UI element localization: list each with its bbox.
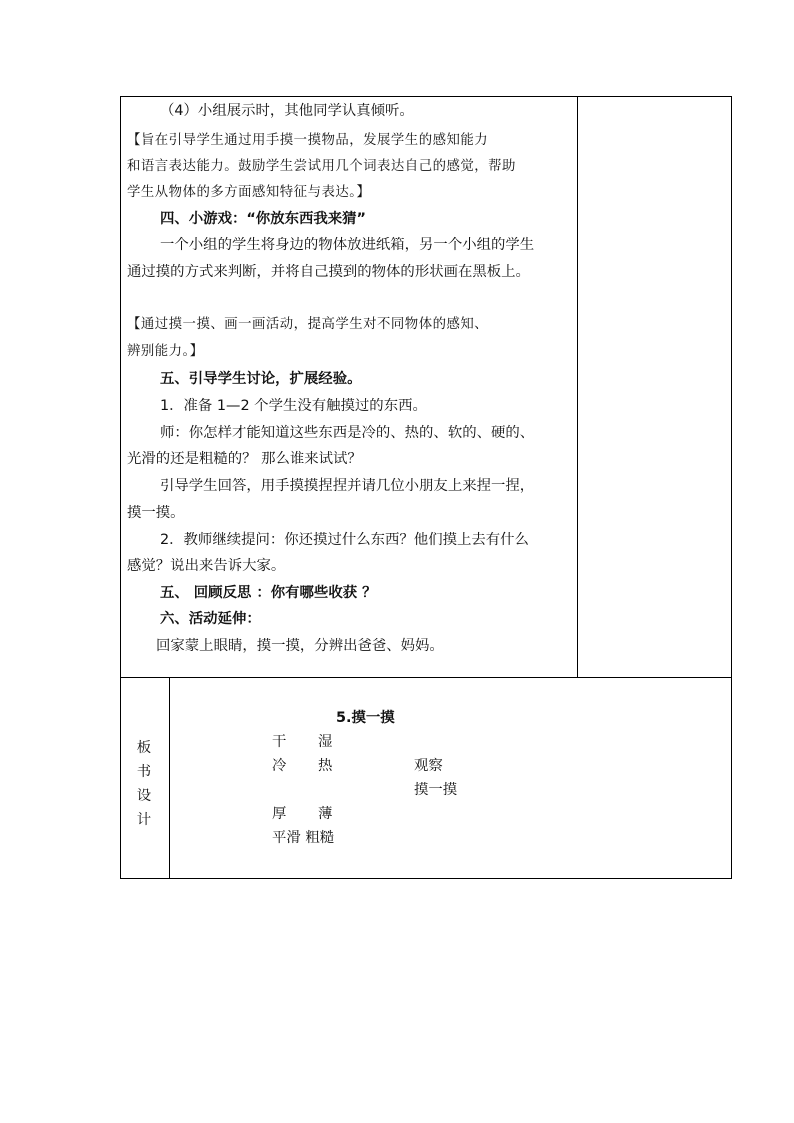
side-label-char: 计 — [136, 812, 152, 828]
board-design-table — [120, 677, 732, 879]
text-line: 回家蒙上眼睛，摸一摸，分辨出爸爸、妈妈。 — [156, 638, 444, 654]
text-line: 光滑的还是粗糙的？ 那么谁来试试？ — [127, 451, 362, 467]
board-title: 5.摸一摸 — [336, 710, 395, 726]
board-word-cold: 冷 — [272, 758, 287, 774]
text-line: 摸一摸。 — [127, 505, 185, 521]
text-line: 引导学生回答，用手摸摸捏捏并请几位小朋友上来捏一捏， — [160, 478, 535, 494]
note-line: 学生从物体的多方面感知特征与表达。】 — [127, 185, 371, 200]
board-word-dry: 干 — [272, 734, 287, 750]
column-divider — [577, 97, 578, 677]
side-label-char: 书 — [136, 764, 152, 780]
board-word-wet: 湿 — [318, 734, 333, 750]
board-word-thick: 厚 — [272, 806, 287, 822]
side-label-char: 设 — [136, 788, 152, 804]
note-line: 【通过摸一摸、画一画活动，提高学生对不同物体的感知、 — [127, 317, 489, 332]
section-heading: 五、引导学生讨论，扩展经验。 — [160, 371, 362, 387]
text-line: （4）小组展示时，其他同学认真倾听。 — [160, 103, 414, 119]
board-word-hot: 热 — [318, 758, 333, 774]
column-divider — [169, 678, 170, 878]
text-line: 2．教师继续提问：你还摸过什么东西？他们摸上去有什么 — [160, 532, 529, 548]
note-line: 【旨在引导学生通过用手摸一摸物品，发展学生的感知能力 — [127, 133, 489, 148]
text-line: 通过摸的方式来判断，并将自己摸到的物体的形状画在黑板上。 — [127, 264, 530, 280]
text-line: 感觉？说出来告诉大家。 — [127, 558, 286, 574]
note-line: 辨别能力。】 — [127, 344, 204, 359]
board-word-smooth-rough: 平滑 粗糙 — [272, 830, 335, 846]
text-line: 师：你怎样才能知道这些东西是冷的、热的、软的、硬的、 — [160, 425, 535, 441]
text-line: 1．准备 1—2 个学生没有触摸过的东西。 — [160, 398, 427, 414]
board-word-observe: 观察 — [414, 758, 443, 774]
board-word-touch: 摸一摸 — [414, 782, 458, 798]
board-word-thin: 薄 — [318, 806, 333, 822]
side-label-char: 板 — [136, 740, 152, 756]
note-line: 和语言表达能力。鼓励学生尝试用几个词表达自己的感觉，帮助 — [127, 159, 516, 174]
section-heading: 五、 回顾反思 ：你有哪些收获 ？ — [160, 585, 377, 601]
text-line: 一个小组的学生将身边的物体放进纸箱，另一个小组的学生 — [160, 237, 535, 253]
section-heading: 六、活动延伸： — [160, 611, 261, 627]
section-heading: 四、小游戏：“你放东西我来猜” — [160, 211, 366, 227]
